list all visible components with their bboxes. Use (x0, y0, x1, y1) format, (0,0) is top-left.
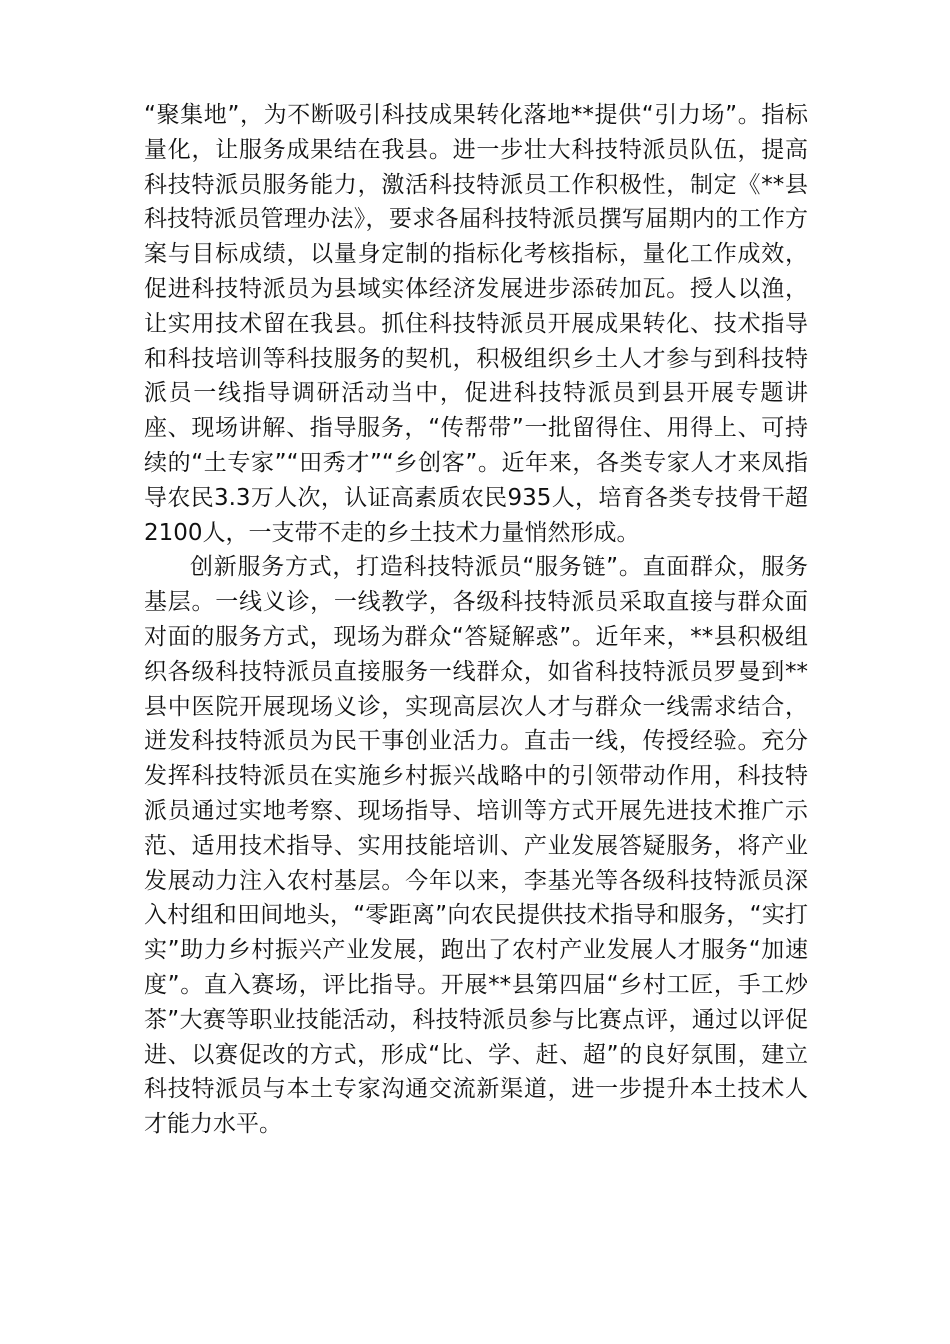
paragraph-continued: “聚集地”，为不断吸引科技成果转化落地**提供“引力场”。指标量化，让服务成果结在我县。进一步壮大科技特派员队伍，提高科技特派员服务能力，激活科技特派员工作积极性，制定《**县科技特派员管理办法》，要求各届科技特派员撰写届期内的工作方案与目标成绩，以量身定制的指标化考核指标，量化工作成效，促进科技特派员为县域实体经济发展进步添砖加瓦。授人以渔，让实用技术留在我县。抓住科技特派员开展成果转化、技术指导和科技培训等科技服务的契机，积极组织乡土人才参与到科技特派员一线指导调研活动当中，促进科技特派员到县开展专题讲座、现场讲解、指导服务，“传帮带”一批留得住、用得上、可持续的“土专家”“田秀才”“乡创客”。近年来，各类专家人才来凤指导农民3.3万人次，认证高素质农民935人，培育各类专技骨干超2100人，一支带不走的乡土技术力量悄然形成。 (144, 102, 808, 546)
paragraph-service-methods: 创新服务方式，打造科技特派员“服务链”。直面群众，服务基层。一线义诊，一线教学，各级科技特派员采取直接与群众面对面的服务方式，现场为群众“答疑解惑”。近年来，**县积极组织各级科技特派员直接服务一线群众，如省科技特派员罗曼到**县中医院开展现场义诊，实现高层次人才与群众一线需求结合，迸发科技特派员为民干事创业活力。直击一线，传授经验。充分发挥科技特派员在实施乡村振兴战略中的引领带动作用，科技特派员通过实地考察、现场指导、培训等方式开展先进技术推广示范、适用技术指导、实用技能培训、产业发展答疑服务，将产业发展动力注入农村基层。今年以来，李基光等各级科技特派员深入村组和田间地头，“零距离”向农民提供技术指导和服务，“实打实”助力乡村振兴产业发展，跑出了农村产业发展人才服务“加速度”。直入赛场，评比指导。开展**县第四届“乡村工匠，手工炒茶”大赛等职业技能活动，科技特派员参与比赛点评，通过以评促进、以赛促改的方式，形成“比、学、赶、超”的良好氛围，建立科技特派员与本土专家沟通交流新渠道，进一步提升本土技术人才能力水平。 (144, 554, 808, 1138)
body-text (144, 98, 808, 1142)
